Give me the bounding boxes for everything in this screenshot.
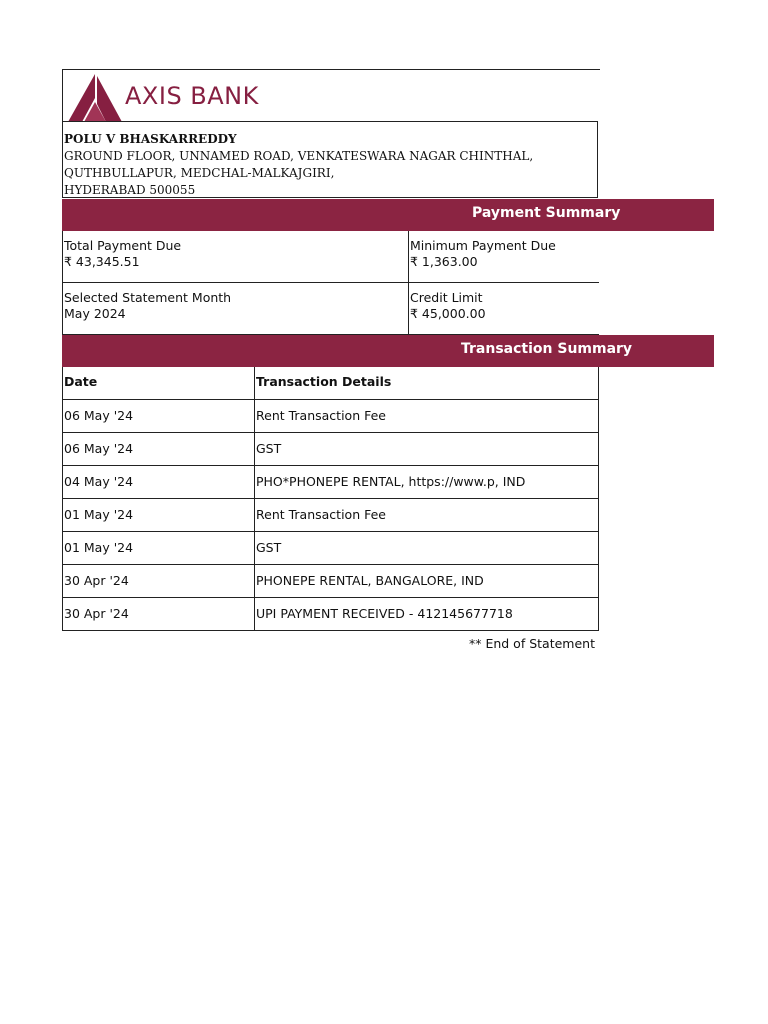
total-payment-due-label: Total Payment Due	[64, 238, 182, 253]
table-row	[62, 499, 599, 532]
table-header-row	[62, 367, 599, 400]
transaction-details: GST	[254, 433, 599, 465]
transaction-details: PHONEPE RENTAL, BANGALORE, IND	[254, 565, 599, 597]
transaction-details: Rent Transaction Fee	[254, 400, 599, 432]
table-row	[62, 400, 599, 433]
minimum-payment-due-label: Minimum Payment Due	[410, 238, 556, 253]
table-row	[62, 466, 599, 499]
transaction-date: 30 Apr '24	[62, 598, 254, 630]
statement-month-cell	[62, 283, 408, 335]
transaction-date: 01 May '24	[62, 532, 254, 564]
total-payment-due-cell	[62, 231, 408, 283]
credit-limit-label: Credit Limit	[410, 290, 483, 305]
table-row	[62, 532, 599, 565]
column-header-date: Date	[62, 367, 254, 399]
address-line: GROUND FLOOR, UNNAMED ROAD, VENKATESWARA NAGAR CHINTHAL,	[64, 149, 534, 163]
transaction-date: 04 May '24	[62, 466, 254, 498]
transaction-details: UPI PAYMENT RECEIVED - 412145677718	[254, 598, 599, 630]
column-header-details: Transaction Details	[254, 367, 599, 399]
table-row	[62, 565, 599, 598]
payment-summary-title: Payment Summary	[472, 205, 621, 221]
transaction-date: 06 May '24	[62, 433, 254, 465]
transaction-details: GST	[254, 532, 599, 564]
customer-name: POLU V BHASKARREDDY	[64, 132, 237, 146]
transaction-details: Rent Transaction Fee	[254, 499, 599, 531]
transaction-date: 06 May '24	[62, 400, 254, 432]
transaction-summary-bar	[62, 335, 714, 367]
bank-header	[62, 69, 600, 122]
transaction-summary-title: Transaction Summary	[461, 341, 633, 357]
address-line: QUTHBULLAPUR, MEDCHAL-MALKAJGIRI,	[64, 166, 335, 180]
axis-bank-logo-icon	[66, 72, 124, 124]
end-of-statement-note: ** End of Statement	[468, 636, 595, 651]
credit-limit-value: ₹ 45,000.00	[410, 306, 486, 321]
statement-month-value: May 2024	[64, 306, 126, 321]
transactions-table	[62, 367, 599, 631]
bank-name: AXIS BANK	[125, 82, 259, 110]
transaction-date: 30 Apr '24	[62, 565, 254, 597]
statement-month-label: Selected Statement Month	[64, 290, 232, 305]
payment-summary-bar	[62, 199, 714, 231]
total-payment-due-value: ₹ 43,345.51	[64, 254, 140, 269]
minimum-payment-due-cell	[408, 231, 599, 283]
customer-address-block	[62, 121, 598, 198]
address-line: HYDERABAD 500055	[64, 183, 196, 197]
transaction-date: 01 May '24	[62, 499, 254, 531]
credit-limit-cell	[408, 283, 599, 335]
table-row	[62, 598, 599, 631]
payment-summary-grid	[62, 231, 599, 335]
minimum-payment-due-value: ₹ 1,363.00	[410, 254, 478, 269]
table-row	[62, 433, 599, 466]
transaction-details: PHO*PHONEPE RENTAL, https://www.p, IND	[254, 466, 599, 498]
